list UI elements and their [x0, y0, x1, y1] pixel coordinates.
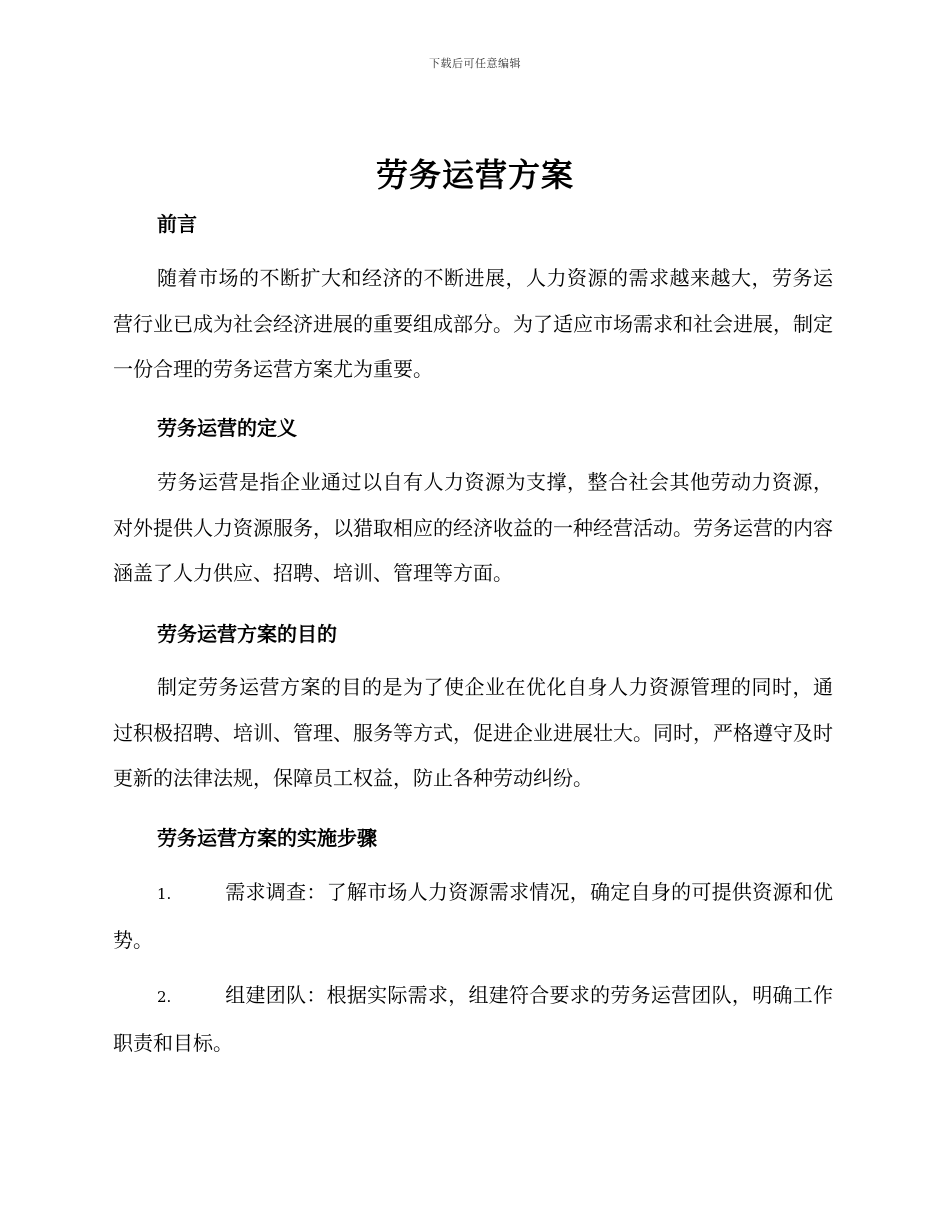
section-body-definition: 劳务运营是指企业通过以自有人力资源为支撑，整合社会其他劳动力资源，对外提供人力资源服务，以猎取相应的经济收益的一种经营活动。劳务运营的内容涵盖了人力供应、招聘、培训、管理等方面。	[113, 470, 833, 585]
section-heading-preface: 前言	[157, 212, 197, 236]
list-item-text: 组建团队：根据实际需求，组建符合要求的劳务运营团队，明确工作职责和目标。	[113, 983, 833, 1055]
page-header-note: 下载后可任意编辑	[429, 57, 521, 70]
list-item	[113, 870, 833, 963]
list-item	[113, 973, 833, 1066]
list-item-number: 2.	[157, 988, 172, 1006]
section-heading-purpose: 劳务运营方案的目的	[157, 622, 337, 646]
section-heading-steps: 劳务运营方案的实施步骤	[157, 826, 377, 850]
section-heading-definition: 劳务运营的定义	[157, 416, 297, 440]
section-body-preface: 随着市场的不断扩大和经济的不断进展，人力资源的需求越来越大，劳务运营行业已成为社会经济进展的重要组成部分。为了适应市场需求和社会进展，制定一份合理的劳务运营方案尤为重要。	[113, 266, 833, 381]
document-title: 劳务运营方案	[375, 156, 574, 194]
list-item-number: 1.	[157, 885, 172, 903]
list-item-text: 需求调查：了解市场人力资源需求情况，确定自身的可提供资源和优势。	[113, 880, 833, 952]
section-body-purpose: 制定劳务运营方案的目的是为了使企业在优化自身人力资源管理的同时，通过积极招聘、培训、管理、服务等方式，促进企业进展壮大。同时，严格遵守及时更新的法律法规，保障员工权益，防止各种劳动纠纷。	[113, 675, 833, 790]
